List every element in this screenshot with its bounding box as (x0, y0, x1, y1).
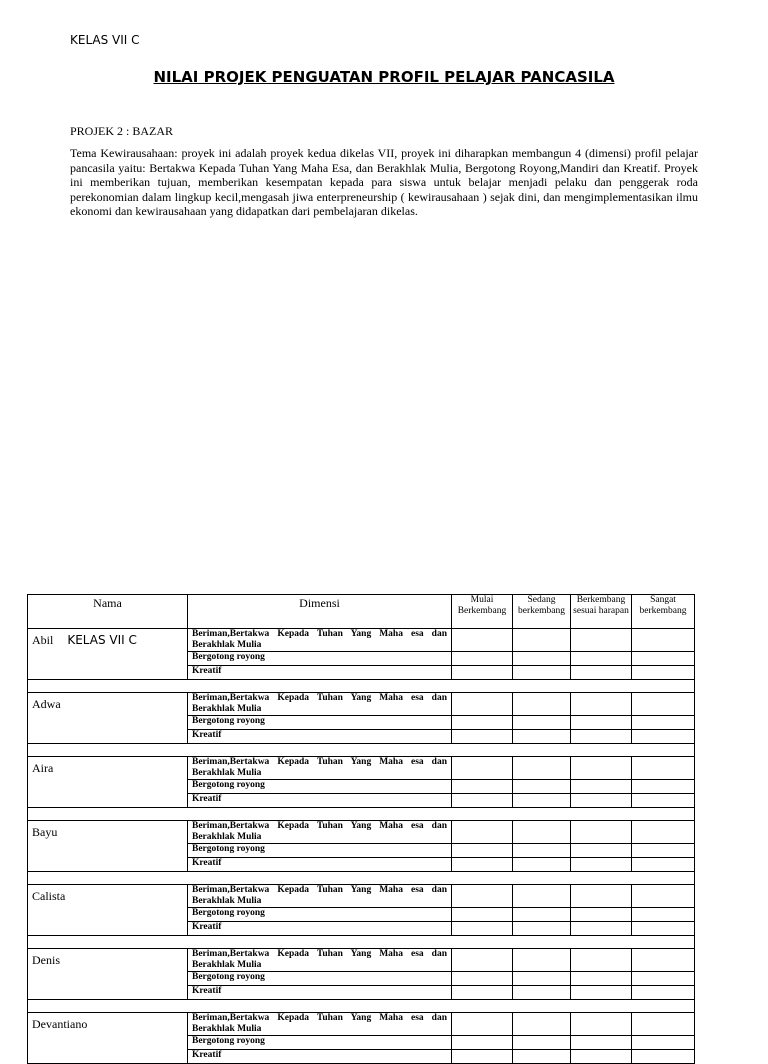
spacer-cell (28, 1000, 695, 1013)
grade-cell-level-1[interactable] (452, 666, 513, 680)
grade-cell-level-1[interactable] (452, 652, 513, 666)
grade-cell-level-3[interactable] (571, 1013, 632, 1036)
grade-cell-level-1[interactable] (452, 716, 513, 730)
grade-cell-level-2[interactable] (513, 821, 571, 844)
dimension-cell: Kreatif (188, 1050, 452, 1064)
class-header: KELAS VII C (70, 33, 140, 47)
grade-cell-level-3[interactable] (571, 908, 632, 922)
grade-cell-level-3[interactable] (571, 922, 632, 936)
grade-cell-level-4[interactable] (632, 1013, 695, 1036)
dimension-cell: Kreatif (188, 986, 452, 1000)
grade-cell-level-2[interactable] (513, 794, 571, 808)
grade-cell-level-4[interactable] (632, 922, 695, 936)
student-name-cell (28, 885, 188, 936)
grade-cell-level-2[interactable] (513, 844, 571, 858)
grade-cell-level-4[interactable] (632, 885, 695, 908)
grade-cell-level-2[interactable] (513, 1036, 571, 1050)
student-name: Bayu (32, 825, 58, 839)
grade-cell-level-2[interactable] (513, 780, 571, 794)
header-level-3: Berkembang sesuai harapan (571, 595, 632, 629)
grade-cell-level-3[interactable] (571, 693, 632, 716)
dimension-cell: Kreatif (188, 730, 452, 744)
dimension-cell: Bergotong royong (188, 716, 452, 730)
grade-cell-level-4[interactable] (632, 794, 695, 808)
dimension-cell: Kreatif (188, 666, 452, 680)
student-name-cell (28, 757, 188, 808)
student-name-cell (28, 821, 188, 872)
grade-cell-level-1[interactable] (452, 858, 513, 872)
header-level-2: Sedang berkembang (513, 595, 571, 629)
dimension-cell: Kreatif (188, 922, 452, 936)
dimension-cell: Kreatif (188, 794, 452, 808)
grade-cell-level-3[interactable] (571, 652, 632, 666)
dimension-cell: Beriman,Bertakwa Kepada Tuhan Yang Maha esa dan Berakhlak Mulia (188, 629, 452, 652)
grade-cell-level-2[interactable] (513, 716, 571, 730)
grade-cell-level-4[interactable] (632, 730, 695, 744)
grade-cell-level-2[interactable] (513, 986, 571, 1000)
grade-cell-level-1[interactable] (452, 1036, 513, 1050)
student-name-cell (28, 1013, 188, 1064)
spacer-row (28, 936, 695, 949)
grade-cell-level-1[interactable] (452, 629, 513, 652)
grade-cell-level-2[interactable] (513, 922, 571, 936)
student-name: Devantiano (32, 1017, 88, 1031)
grade-cell-level-2[interactable] (513, 885, 571, 908)
header-level-4: Sangat berkembang (632, 595, 695, 629)
grade-cell-level-1[interactable] (452, 844, 513, 858)
dimension-cell: Beriman,Bertakwa Kepada Tuhan Yang Maha esa dan Berakhlak Mulia (188, 949, 452, 972)
grade-cell-level-2[interactable] (513, 693, 571, 716)
grade-cell-level-1[interactable] (452, 757, 513, 780)
grade-cell-level-2[interactable] (513, 1050, 571, 1064)
grade-cell-level-3[interactable] (571, 716, 632, 730)
grade-cell-level-2[interactable] (513, 629, 571, 652)
table-row (28, 949, 695, 972)
grade-table (27, 594, 695, 1064)
grade-cell-level-3[interactable] (571, 858, 632, 872)
grade-cell-level-3[interactable] (571, 629, 632, 652)
student-name: Aira (32, 761, 54, 775)
grade-cell-level-4[interactable] (632, 949, 695, 972)
table-row (28, 1013, 695, 1036)
grade-cell-level-2[interactable] (513, 1013, 571, 1036)
grade-cell-level-4[interactable] (632, 757, 695, 780)
grade-cell-level-1[interactable] (452, 730, 513, 744)
grade-cell-level-3[interactable] (571, 821, 632, 844)
table-row (28, 885, 695, 908)
grade-cell-level-4[interactable] (632, 972, 695, 986)
spacer-cell (28, 744, 695, 757)
dimension-cell: Bergotong royong (188, 908, 452, 922)
student-name: Adwa (32, 697, 61, 711)
grade-cell-level-4[interactable] (632, 666, 695, 680)
grade-cell-level-1[interactable] (452, 986, 513, 1000)
grade-cell-level-1[interactable] (452, 885, 513, 908)
grade-cell-level-1[interactable] (452, 794, 513, 808)
spacer-row (28, 1000, 695, 1013)
dimension-cell: Bergotong royong (188, 652, 452, 666)
grade-cell-level-1[interactable] (452, 1013, 513, 1036)
grade-cell-level-2[interactable] (513, 858, 571, 872)
grade-cell-level-3[interactable] (571, 949, 632, 972)
grade-cell-level-4[interactable] (632, 1036, 695, 1050)
grade-cell-level-3[interactable] (571, 986, 632, 1000)
grade-cell-level-2[interactable] (513, 972, 571, 986)
grade-cell-level-4[interactable] (632, 1050, 695, 1064)
spacer-row (28, 680, 695, 693)
grade-cell-level-1[interactable] (452, 922, 513, 936)
grade-cell-level-4[interactable] (632, 693, 695, 716)
spacer-row (28, 872, 695, 885)
document-title: NILAI PROJEK PENGUATAN PROFIL PELAJAR PANCASILA (153, 68, 615, 86)
student-class-label: KELAS VII C (67, 633, 137, 647)
grade-cell-level-4[interactable] (632, 629, 695, 652)
grade-cell-level-4[interactable] (632, 821, 695, 844)
grade-cell-level-2[interactable] (513, 652, 571, 666)
project-label: PROJEK 2 : BAZAR (70, 124, 174, 138)
grade-cell-level-3[interactable] (571, 1050, 632, 1064)
grade-cell-level-4[interactable] (632, 986, 695, 1000)
grade-cell-level-2[interactable] (513, 666, 571, 680)
table-row (28, 821, 695, 844)
table-row (28, 757, 695, 780)
dimension-cell: Kreatif (188, 858, 452, 872)
grade-cell-level-4[interactable] (632, 858, 695, 872)
header-dimension: Dimensi (188, 595, 452, 629)
dimension-cell: Beriman,Bertakwa Kepada Tuhan Yang Maha esa dan Berakhlak Mulia (188, 821, 452, 844)
grade-cell-level-1[interactable] (452, 949, 513, 972)
student-name-cell (28, 949, 188, 1000)
grade-cell-level-3[interactable] (571, 1036, 632, 1050)
dimension-cell: Bergotong royong (188, 1036, 452, 1050)
grade-cell-level-1[interactable] (452, 1050, 513, 1064)
grade-cell-level-3[interactable] (571, 972, 632, 986)
table-header-row (28, 595, 695, 629)
dimension-cell: Beriman,Bertakwa Kepada Tuhan Yang Maha esa dan Berakhlak Mulia (188, 1013, 452, 1036)
student-name: Calista (32, 889, 66, 903)
spacer-cell (28, 808, 695, 821)
grade-cell-level-1[interactable] (452, 693, 513, 716)
grade-cell-level-4[interactable] (632, 908, 695, 922)
grade-cell-level-1[interactable] (452, 780, 513, 794)
student-name-cell (28, 629, 188, 680)
grade-table-body (28, 629, 695, 1064)
spacer-cell (28, 936, 695, 949)
grade-cell-level-3[interactable] (571, 780, 632, 794)
table-row (28, 693, 695, 716)
grade-cell-level-4[interactable] (632, 652, 695, 666)
grade-cell-level-4[interactable] (632, 844, 695, 858)
grade-cell-level-3[interactable] (571, 730, 632, 744)
grade-cell-level-3[interactable] (571, 844, 632, 858)
grade-cell-level-4[interactable] (632, 716, 695, 730)
dimension-cell: Beriman,Bertakwa Kepada Tuhan Yang Maha esa dan Berakhlak Mulia (188, 757, 452, 780)
grade-cell-level-2[interactable] (513, 730, 571, 744)
header-name: Nama (28, 595, 188, 629)
grade-cell-level-2[interactable] (513, 949, 571, 972)
student-name: Denis (32, 953, 60, 967)
project-description: Tema Kewirausahaan: proyek ini adalah proyek kedua dikelas VII, proyek ini diharapkan membangun 4 (dimensi) profil pelajar pancasila yaitu: Bertakwa Kepada Tuhan Yang Maha Esa, dan Berakhlak Mulia, Bergotong Royong,Mandiri dan Kreatif. Proyek ini memberikan tujuan, memberikan kesempatan kepada para siswa untuk belajar menjadi pelaku dan penggerak roda perekonomian dalam lingkup kecil,mengasah jiwa enterpreneurship ( kewirausahaan ) sejak dini, dan mengimplementasikan ilmu ekonomi dan kewirausahaan yang didapatkan dari pembelajaran dikelas. (70, 146, 698, 219)
grade-cell-level-1[interactable] (452, 972, 513, 986)
dimension-cell: Bergotong royong (188, 844, 452, 858)
header-level-1: Mulai Berkembang (452, 595, 513, 629)
dimension-cell: Bergotong royong (188, 780, 452, 794)
spacer-cell (28, 872, 695, 885)
student-name: Abil (32, 633, 54, 647)
table-row (28, 629, 695, 652)
grade-cell-level-2[interactable] (513, 908, 571, 922)
grade-cell-level-1[interactable] (452, 908, 513, 922)
grade-cell-level-3[interactable] (571, 794, 632, 808)
spacer-row (28, 744, 695, 757)
dimension-cell: Beriman,Bertakwa Kepada Tuhan Yang Maha esa dan Berakhlak Mulia (188, 885, 452, 908)
grade-cell-level-3[interactable] (571, 757, 632, 780)
student-name-cell (28, 693, 188, 744)
grade-cell-level-3[interactable] (571, 666, 632, 680)
spacer-row (28, 808, 695, 821)
spacer-cell (28, 680, 695, 693)
grade-cell-level-4[interactable] (632, 780, 695, 794)
grade-cell-level-2[interactable] (513, 757, 571, 780)
dimension-cell: Bergotong royong (188, 972, 452, 986)
dimension-cell: Beriman,Bertakwa Kepada Tuhan Yang Maha esa dan Berakhlak Mulia (188, 693, 452, 716)
grade-cell-level-1[interactable] (452, 821, 513, 844)
grade-cell-level-3[interactable] (571, 885, 632, 908)
